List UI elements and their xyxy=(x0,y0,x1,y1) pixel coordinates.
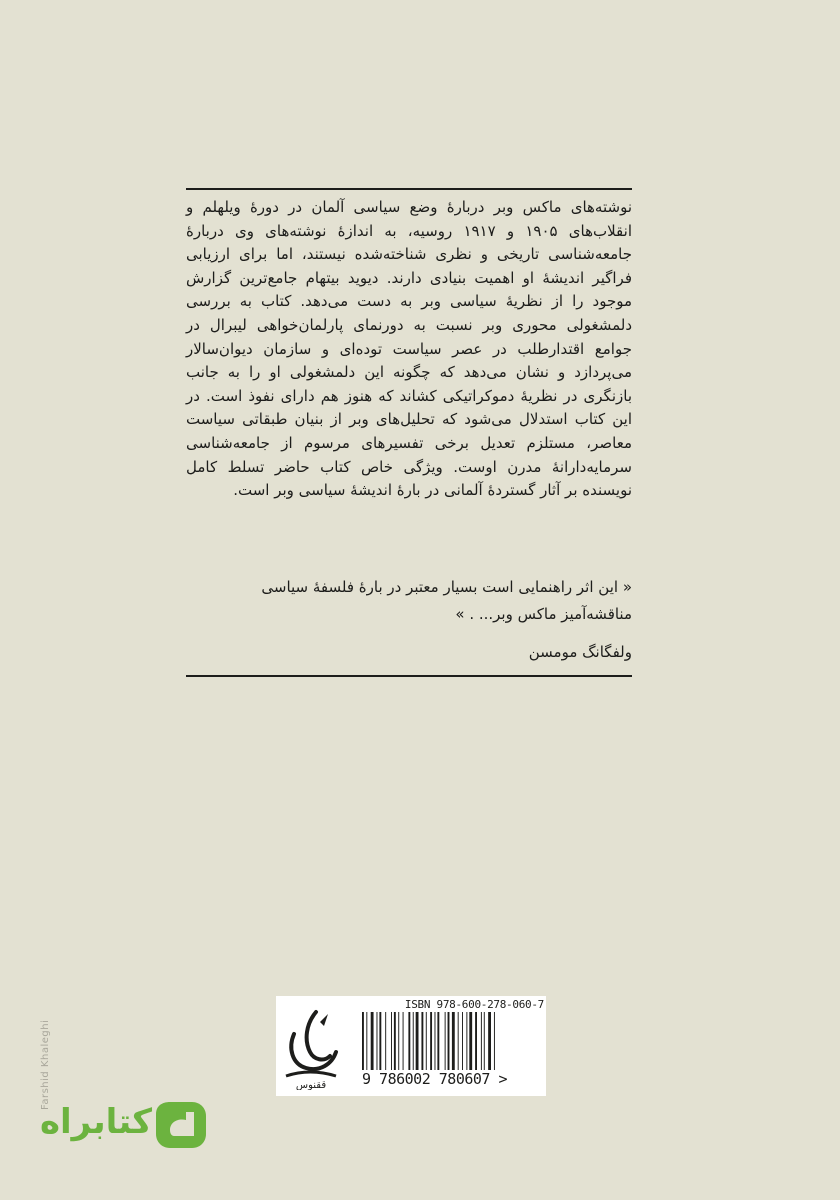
barcode-bar xyxy=(435,1012,436,1070)
barcode-bar xyxy=(362,1012,364,1070)
barcode-bar xyxy=(391,1012,392,1070)
barcode-bar xyxy=(366,1012,367,1070)
barcode-bar xyxy=(426,1012,427,1070)
barcode-bar xyxy=(452,1012,455,1070)
phoenix-logo-icon xyxy=(280,1004,342,1090)
barcode-bar xyxy=(430,1012,432,1070)
barcode-bar xyxy=(398,1012,399,1070)
barcode-bar xyxy=(437,1012,439,1070)
barcode-bar xyxy=(403,1012,404,1070)
brand-name: کتابراه xyxy=(39,1102,152,1142)
barcode-bar xyxy=(481,1012,482,1070)
isbn-label: ISBN 978-600-278-060-7 xyxy=(404,998,544,1011)
barcode-bar xyxy=(488,1012,491,1070)
publisher-logo-text: ققنوس xyxy=(295,1080,327,1090)
barcode-bar xyxy=(379,1012,381,1070)
barcode-bar xyxy=(484,1012,485,1070)
book-description: نوشته‌های ماکس وبر دربارهٔ وضع سیاسی آلمان در دورهٔ ویلهلم و انقلاب‌های ۱۹۰۵ و ۱۹۱۷ روسیه، به اندازهٔ نوشته‌های وی دربارهٔ جامعه‌شناسی تاریخی و نظری شناخته‌شده نیستند، اما برای ارزیابی فراگیر اندیشهٔ او اهمیت بنیادی دارند. دیوید بیتهام جامع‌ترین گزارش موجود را از نظریهٔ سیاسی وبر به دست می‌دهد. کتاب به بررسی دلمشغولی محوری وبر نسبت به دورنمای پارلمان‌خواهی لیبرال در جوامع اقتدارطلب در عصر سیاست توده‌ای و سازمان دیوان‌سالار می‌پردازد و نشان می‌دهد که چگونه این دلمشغولی او را به جانب بازنگری در نظریهٔ دموکراتیکی کشاند که هنوز هم دارای نفوذ است. در این کتاب استدلال می‌شود که تحلیل‌های وبر از بنیان طبقاتی سیاست معاصر، مستلزم تعدیل برخی تفسیرهای مرسوم از جامعه‌شناسی سرمایه‌دارانهٔ مدرن اوست. ویژگی خاص کتاب حاضر تسلط کامل نویسنده بر آثار گستردهٔ آلمانی در بارهٔ اندیشهٔ سیاسی وبر است. xyxy=(186,198,632,500)
designer-credit-text: Farshid Khaleghi xyxy=(40,1019,51,1110)
designer-credit xyxy=(40,1000,54,1110)
barcode-bar xyxy=(475,1012,477,1070)
barcode-bar xyxy=(445,1012,446,1070)
isbn-digits: 9 786002 780607 > xyxy=(362,1070,508,1088)
ketabrah-brand xyxy=(40,1096,214,1156)
barcode-panel xyxy=(276,996,546,1096)
barcode-bar xyxy=(462,1012,463,1070)
barcode-bar xyxy=(377,1012,378,1070)
review-quote: « این اثر راهنمایی است بسیار معتبر در بارهٔ فلسفهٔ سیاسی مناقشه‌آمیز ماکس وبر... . » xyxy=(261,578,632,623)
barcode-bar xyxy=(458,1012,459,1070)
barcode xyxy=(362,1012,522,1070)
bottom-divider xyxy=(186,675,632,677)
quote-author: ولفگانگ مومسن xyxy=(528,643,632,661)
ketabrah-logo-icon xyxy=(152,1100,208,1150)
barcode-bar xyxy=(394,1012,396,1070)
barcode-bar xyxy=(385,1012,386,1070)
barcode-bar xyxy=(421,1012,423,1070)
barcode-bar xyxy=(448,1012,450,1070)
barcode-bar xyxy=(466,1012,467,1070)
barcode-bar xyxy=(416,1012,419,1070)
barcode-bar xyxy=(469,1012,472,1070)
barcode-bar xyxy=(371,1012,374,1070)
barcode-bar xyxy=(408,1012,410,1070)
barcode-bar xyxy=(413,1012,414,1070)
top-divider xyxy=(186,188,632,190)
barcode-bar xyxy=(494,1012,495,1070)
